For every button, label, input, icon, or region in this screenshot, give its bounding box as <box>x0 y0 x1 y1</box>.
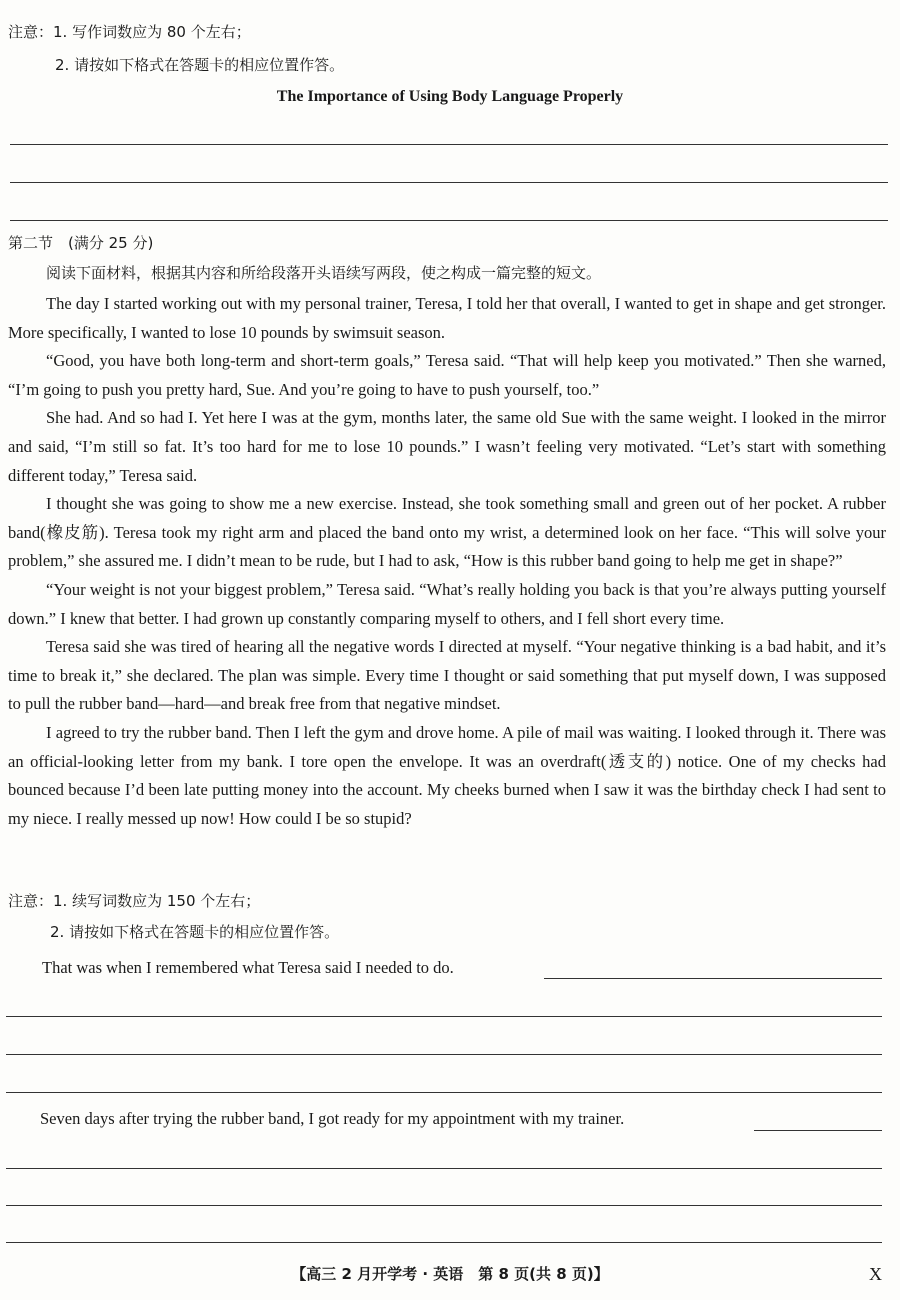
paragraph <box>8 347 886 404</box>
note-1b <box>8 891 260 911</box>
paragraph-text: The day I started working out with my personal trainer, Teresa, I told her that overall, I wanted to get in shape and get stronger. More specifically, I wanted to lose 10 pounds by swimsuit season. <box>8 294 886 342</box>
paragraph <box>8 490 886 576</box>
essay-title: The Importance of Using Body Language Properly <box>276 88 624 105</box>
note-1 <box>8 22 251 42</box>
paragraph-text: “Your weight is not your biggest problem,” Teresa said. “What’s really holding you back is that you’re always putting yourself down.” I knew that better. I had grown up constantly comparing myself to others, and I fell short every time. <box>8 579 886 628</box>
paragraph-text: I thought she was going to show me a new exercise. Instead, she took something small and green out of her pocket. A rubber band(橡皮筋). Teresa took my right arm and placed the band onto my wrist, a determined look on her face. “This will solve your problem,” she assured me. I didn’t mean to be rude, but I had to ask, “How is this rubber band going to help me get in shape?” <box>8 494 886 571</box>
note-label: 注意： <box>8 892 54 910</box>
paragraph <box>8 719 886 833</box>
answer-line <box>10 220 888 221</box>
answer-line <box>754 1130 882 1131</box>
note-label: 注意： <box>8 23 54 41</box>
paragraph <box>8 576 886 633</box>
answer-line <box>10 144 888 145</box>
instruction: 阅读下面材料，根据其内容和所给段落开头语续写两段，使之构成一篇完整的短文。 <box>46 264 602 282</box>
paragraph <box>8 290 886 347</box>
note-2: 2. 请按如下格式在答题卡的相应位置作答。 <box>55 56 345 74</box>
prompt-1: That was when I remembered what Teresa said I needed to do. <box>42 958 454 977</box>
page-code: X <box>869 1264 882 1284</box>
paragraph-text: Teresa said she was tired of hearing all the negative words I directed at myself. “Your negative thinking is a bad habit, and it’s time to break it,” she declared. The plan was simple. Every time I thought or said something that put myself down, I was supposed to pull the rubber band—hard—and break free from that negative mindset. <box>8 637 886 714</box>
answer-line <box>6 1242 882 1243</box>
answer-line <box>6 1168 882 1169</box>
answer-line <box>544 978 882 979</box>
note-2b: 2. 请按如下格式在答题卡的相应位置作答。 <box>50 923 340 941</box>
story-text <box>8 290 886 833</box>
paragraph <box>8 404 886 490</box>
note-text: 1. 续写词数应为 150 个左右； <box>53 892 261 910</box>
paragraph-text: She had. And so had I. Yet here I was at the gym, months later, the same old Sue with the same weight. I looked in the mirror and said, “I’m still so fat. It’s too hard for me to lose 10 pounds.” I wasn’t feeling very motivated. “Let’s start with something different today,” Teresa said. <box>8 408 886 485</box>
note-text: 1. 写作词数应为 80 个左右； <box>53 23 251 41</box>
answer-line <box>6 1054 882 1055</box>
prompt-2: Seven days after trying the rubber band, I got ready for my appointment with my trainer. <box>40 1109 625 1128</box>
answer-line <box>10 182 888 183</box>
paragraph <box>8 633 886 719</box>
section-heading: 第二节 (满分 25 分) <box>8 234 154 252</box>
paragraph-text: “Good, you have both long-term and short-term goals,” Teresa said. “That will help keep you motivated.” Then she warned, “I’m going to push you pretty hard, Sue. And you’re going to have to push yourself, too.” <box>8 351 886 399</box>
answer-line <box>6 1205 882 1206</box>
page-footer: 【高三 2 月开学考 · 英语 第 8 页(共 8 页)】 <box>291 1265 609 1283</box>
answer-line <box>6 1016 882 1017</box>
paragraph-text: I agreed to try the rubber band. Then I left the gym and drove home. A pile of mail was waiting. I looked through it. There was an official-looking letter from my bank. I tore open the envelope. It was an overdraft(透支的) notice. One of my checks had bounced because I’d been late putting money into the account. My cheeks burned when I saw it was the birthday check I had sent to my niece. I really messed up now! How could I be so stupid? <box>8 722 886 828</box>
answer-line <box>6 1092 882 1093</box>
